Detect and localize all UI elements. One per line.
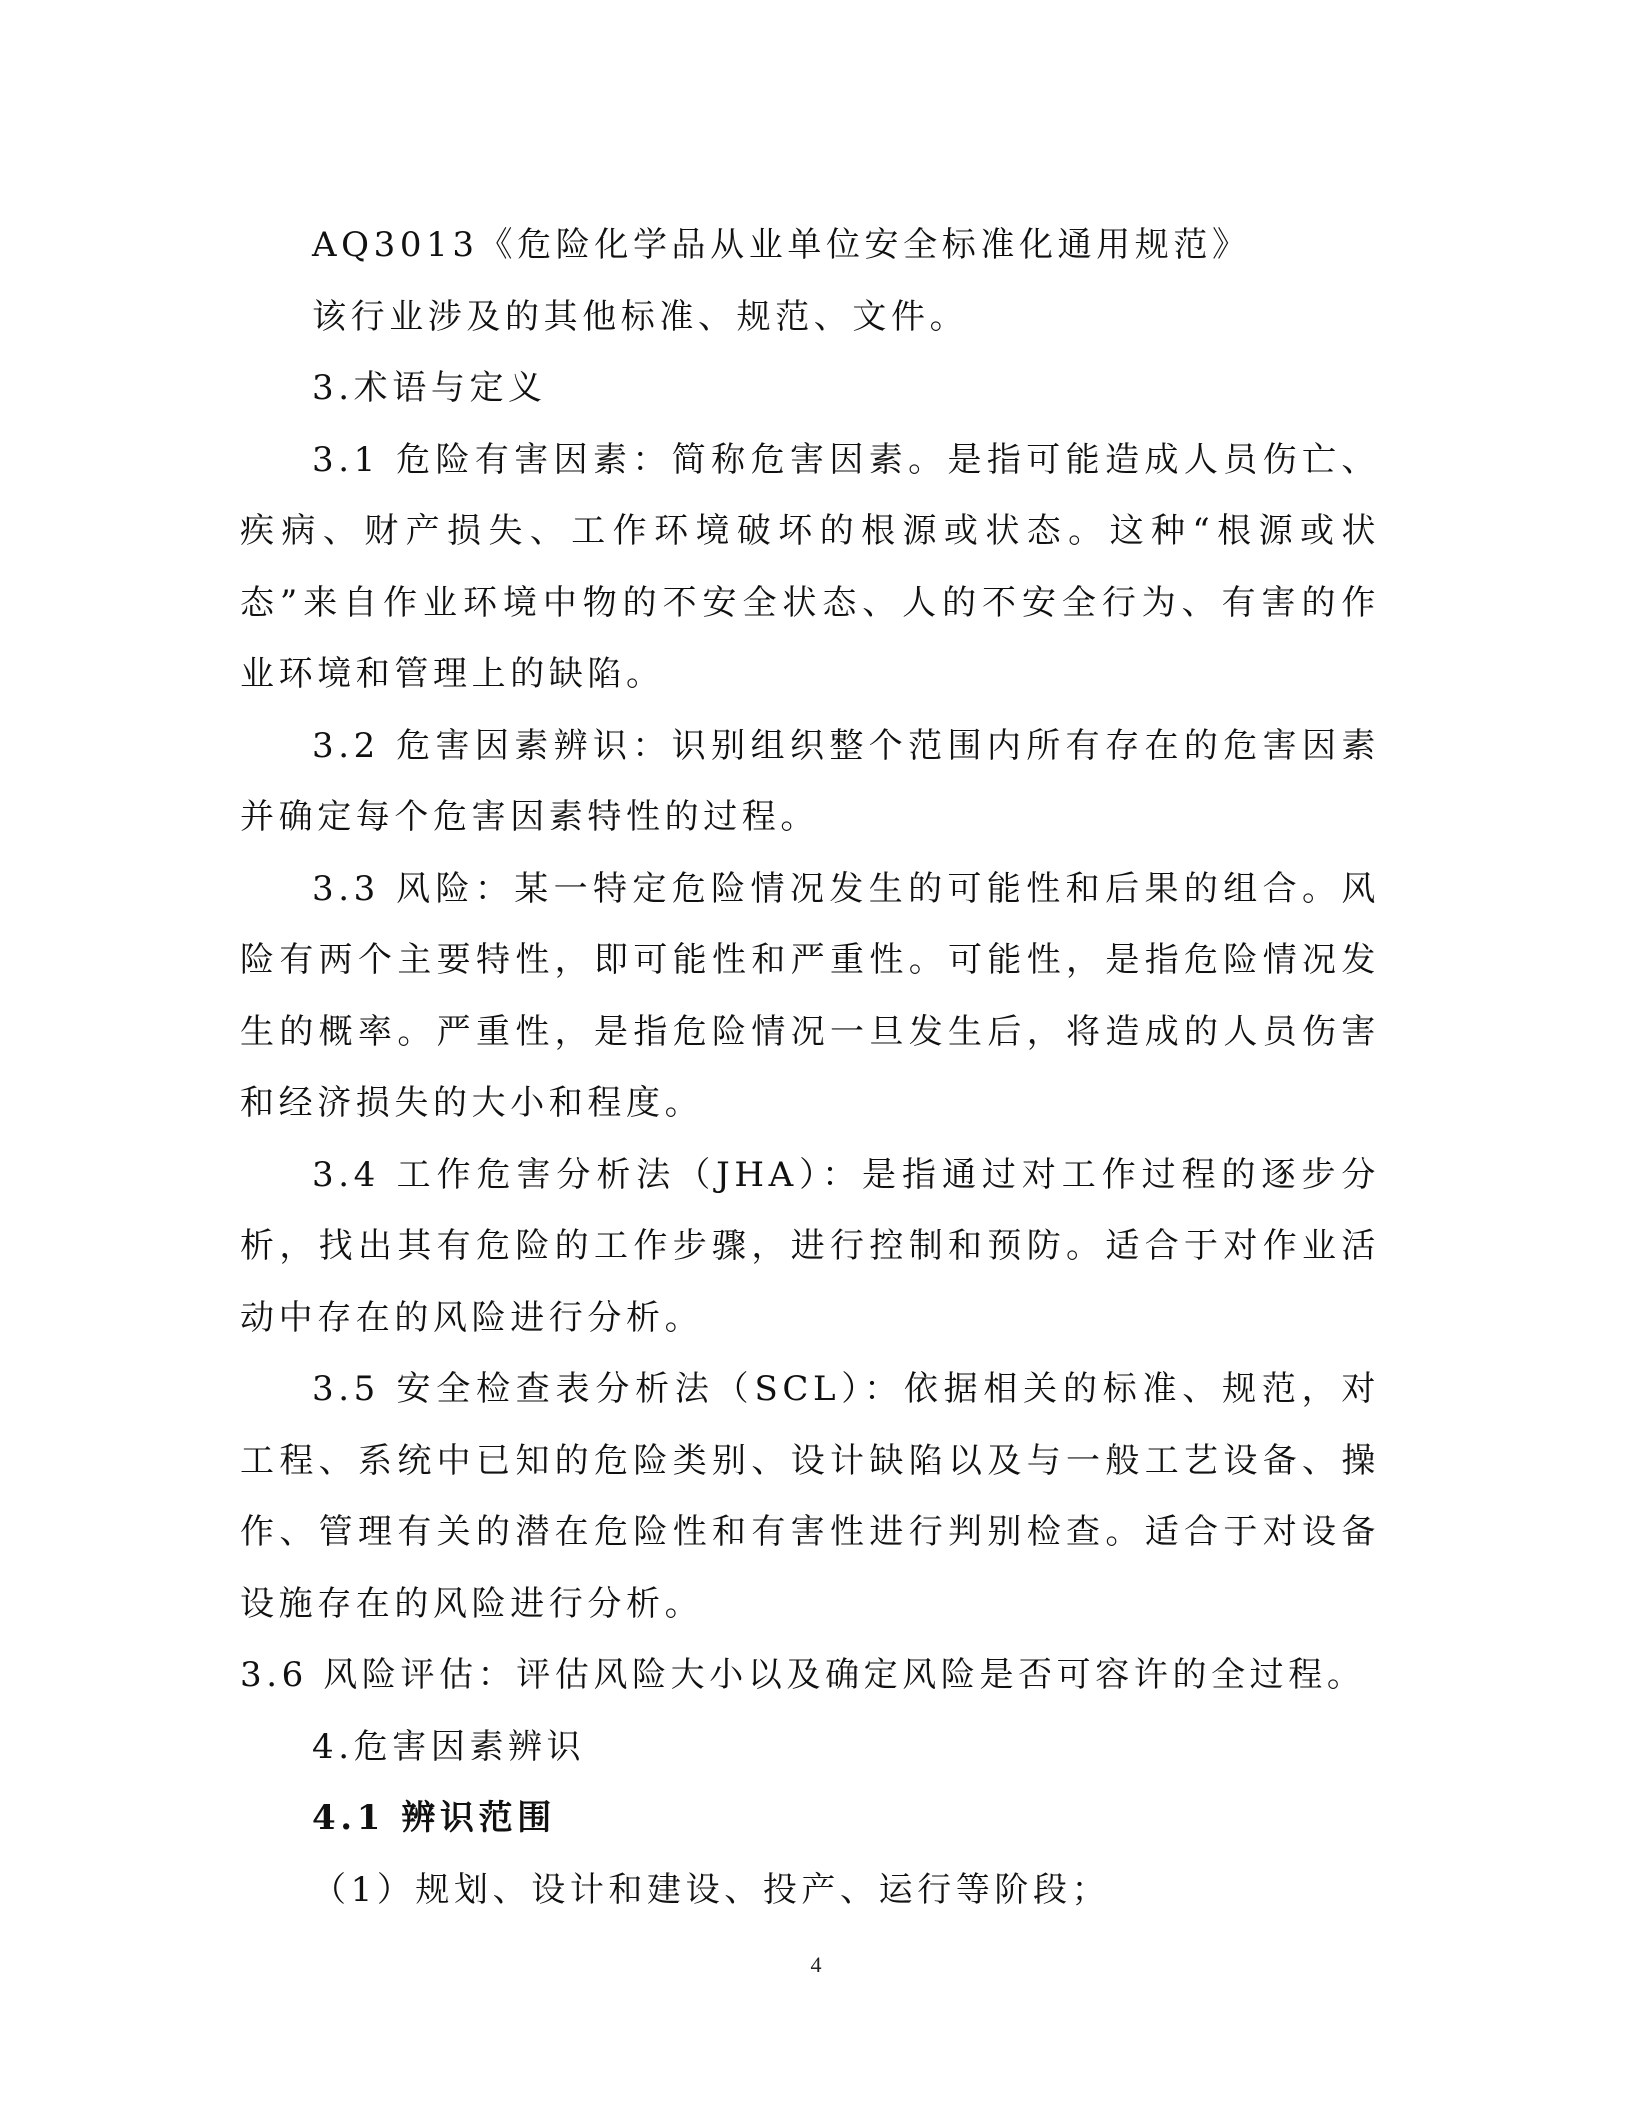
section-heading-hazard-identification: 4.危害因素辨识 (312, 1726, 586, 1767)
definition-3-2-hazard-identification: 3.2 危害因素辨识：识别组织整个范围内所有存在的危害因素并确定每个危害因素特性的过程。 (240, 725, 1380, 837)
definition-3-1-hazard-factor: 3.1 危险有害因素：简称危害因素。是指可能造成人员伤亡、疾病、财产损失、工作环境破坏的根源或状态。这种“根源或状态”来自作业环境中物的不安全状态、人的不安全行为、有害的作业环境和管理上的缺陷。 (240, 439, 1380, 694)
definition-3-3-risk: 3.3 风险：某一特定危险情况发生的可能性和后果的组合。风险有两个主要特性，即可能性和严重性。可能性，是指危险情况发生的概率。严重性，是指危险情况一旦发生后，将造成的人员伤害和经济损失的大小和程度。 (240, 868, 1380, 1123)
definition-3-5-scl: 3.5 安全检查表分析法（SCL）：依据相关的标准、规范，对工程、系统中已知的危险类别、设计缺陷以及与一般工艺设备、操作、管理有关的潜在危险性和有害性进行判别检查。适合于对设备设施存在的风险进行分析。 (240, 1369, 1380, 1624)
subsection-heading-identification-scope: 4.1 辨识范围 (312, 1798, 556, 1838)
page-number: 4 (810, 1952, 822, 1977)
reference-standard-aq3013: AQ3013《危险化学品从业单位安全标准化通用规范》 (312, 225, 1251, 265)
definition-3-6-risk-assessment: 3.6 风险评估：评估风险大小以及确定风险是否可容许的全过程。 (240, 1655, 1366, 1695)
section-heading-terms-definitions: 3.术语与定义 (312, 368, 547, 408)
reference-other-standards: 该行业涉及的其他标准、规范、文件。 (312, 296, 969, 337)
document-body (240, 210, 1380, 1926)
definition-3-4-jha: 3.4 工作危害分析法（JHA）：是指通过对工作过程的逐步分析，找出其有危险的工作步骤，进行控制和预防。适合于对作业活动中存在的风险进行分析。 (240, 1154, 1380, 1338)
list-item-scope-1: （1）规划、设计和建设、投产、运行等阶段； (312, 1869, 1111, 1910)
